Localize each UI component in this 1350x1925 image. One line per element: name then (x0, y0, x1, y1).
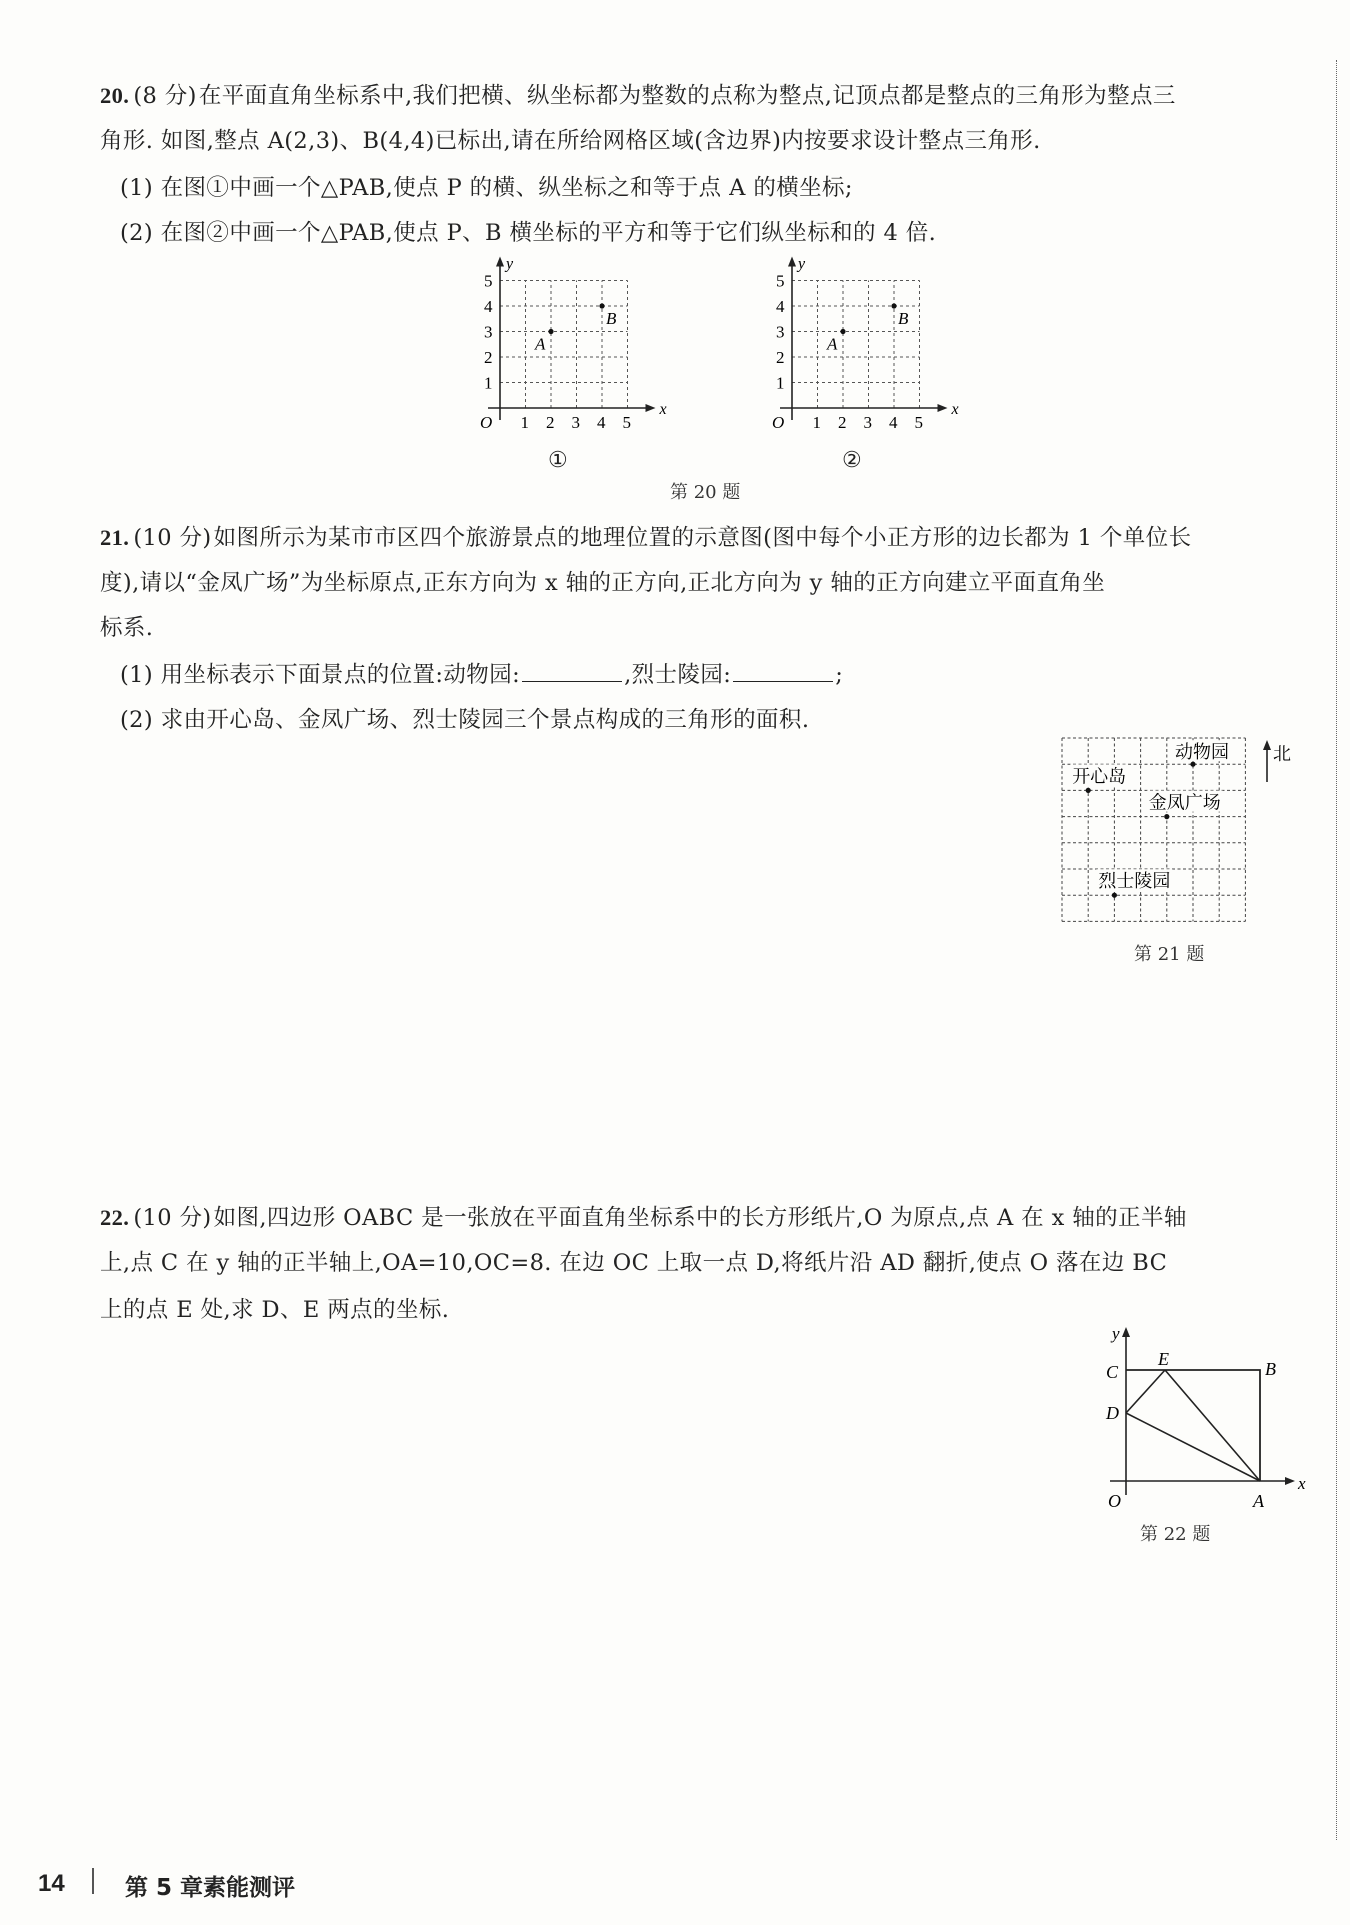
q21-line-2: 度),请以“金凤广场”为坐标原点,正东方向为 x 轴的正方向,正北方向为 y 轴的正方向建立平面直角坐 (100, 570, 1106, 596)
q20-grid-figure-1 (462, 255, 667, 448)
x-tick-label: 5 (914, 413, 923, 432)
plaza-point (1164, 814, 1169, 819)
rectangle-edges (1126, 1370, 1260, 1481)
q21-part-1: (1) 用坐标表示下面景点的位置:动物园: ,烈士陵园: ; (120, 662, 844, 688)
x-tick-label: 4 (597, 413, 606, 432)
q20-part-1: (1) 在图①中画一个△PAB,使点 P 的横、纵坐标之和等于点 A 的横坐标; (120, 175, 853, 201)
label-e: E (1158, 1349, 1169, 1369)
label-d: D (1106, 1403, 1119, 1423)
x-tick-label: 5 (622, 413, 631, 432)
north-label: 北 (1273, 744, 1291, 764)
y-axis-label: y (798, 255, 806, 273)
x-axis-label: x (951, 401, 959, 418)
figure-caption: 第 21 题 (1134, 944, 1205, 965)
point-b (599, 303, 604, 308)
x-tick-label: 1 (812, 413, 821, 432)
y-tick-label: 2 (776, 348, 785, 367)
question-text: 如图,四边形 OABC 是一张放在平面直角坐标系中的长方形纸片,O 为原点,点 A 在 x 轴的正半轴 (213, 1205, 1187, 1231)
y-axis-label: y (1112, 1324, 1120, 1343)
y-tick-label: 3 (776, 322, 785, 342)
label-c: C (1106, 1362, 1119, 1382)
segment-ea (1165, 1370, 1260, 1481)
plaza-label: 金凤广场 (1148, 792, 1221, 813)
y-tick-label: 5 (776, 271, 785, 291)
question-text: 在平面直角坐标系中,我们把横、纵坐标都为整数的点称为整点,记顶点都是整点的三角形为整点三 (198, 83, 1176, 109)
score: (8 分) (133, 83, 197, 109)
q22-line-2: 上,点 C 在 y 轴的正半轴上,OA=10,OC=8. 在边 OC 上取一点 D,将纸片沿 AD 翻折,使点 O 落在边 BC (100, 1250, 1168, 1276)
cut-line (1336, 60, 1337, 1840)
figure-1-label: ① (548, 448, 568, 473)
zoo-label: 动物园 (1175, 742, 1229, 763)
answer-blank-cemetery[interactable] (733, 661, 833, 682)
zoo-point (1190, 762, 1195, 767)
x-tick-label: 2 (838, 413, 847, 432)
point-a-label: A (827, 334, 838, 354)
x-axis-label: x (659, 401, 667, 418)
q21-map-figure (1060, 738, 1300, 938)
origin-label: O (772, 413, 785, 432)
q22-line-3: 上的点 E 处,求 D、E 两点的坐标. (100, 1297, 450, 1323)
question-number: 22. (100, 1205, 130, 1230)
y-axis-label: y (506, 255, 514, 273)
point-b-label: B (898, 309, 909, 328)
y-axis-arrow (788, 257, 796, 267)
answer-blank-zoo[interactable] (522, 661, 622, 682)
origin-label: O (480, 413, 493, 432)
y-tick-label: 1 (484, 373, 493, 393)
question-text: 如图所示为某市市区四个旅游景点的地理位置的示意图(图中每个小正方形的边长都为 1 个单位长 (213, 525, 1192, 551)
y-tick-label: 2 (484, 348, 493, 367)
point-b (891, 303, 896, 308)
x-tick-label: 4 (889, 413, 898, 432)
footer-divider (92, 1868, 94, 1894)
q21-line-1 (100, 520, 1191, 552)
point-a (840, 329, 845, 334)
page-number: 14 (38, 1870, 65, 1897)
x-axis-arrow (938, 404, 948, 412)
q21-line-3: 标系. (100, 615, 154, 641)
island-label: 开心岛 (1072, 766, 1127, 787)
question-number: 21. (100, 525, 130, 550)
label-o: O (1108, 1491, 1121, 1511)
x-axis-label: x (1298, 1474, 1306, 1493)
question-number: 20. (100, 83, 130, 108)
figure-caption: 第 22 题 (1140, 1524, 1211, 1545)
y-tick-label: 4 (776, 297, 785, 316)
segment-da (1126, 1413, 1260, 1481)
segment-de (1126, 1370, 1165, 1413)
x-tick-label: 2 (546, 413, 555, 432)
x-tick-label: 3 (571, 413, 580, 432)
figure-caption: 第 20 题 (670, 482, 741, 503)
q20-grid-figure-2 (754, 255, 959, 448)
y-tick-label: 5 (484, 271, 493, 291)
label-a: A (1253, 1491, 1264, 1511)
cemetery-point (1112, 893, 1117, 898)
island-point (1086, 788, 1091, 793)
y-tick-label: 4 (484, 297, 493, 316)
score: (10 分) (133, 1205, 212, 1231)
q21-part-2: (2) 求由开心岛、金凤广场、烈士陵园三个景点构成的三角形的面积. (120, 707, 810, 733)
y-axis-arrow (496, 257, 504, 267)
x-tick-label: 3 (863, 413, 872, 432)
label-b: B (1265, 1359, 1276, 1379)
x-axis-arrow (646, 404, 656, 412)
cemetery-label: 烈士陵园 (1098, 871, 1171, 892)
x-tick-label: 1 (520, 413, 529, 432)
y-tick-label: 3 (484, 322, 493, 342)
score: (10 分) (133, 525, 212, 551)
y-tick-label: 1 (776, 373, 785, 393)
point-a-label: A (535, 334, 546, 354)
figure-2-label: ② (842, 448, 862, 473)
q20-part-2: (2) 在图②中画一个△PAB,使点 P、B 横坐标的平方和等于它们纵坐标和的 4 倍. (120, 220, 937, 246)
q20-line-1 (100, 78, 1176, 110)
q22-rectangle-figure (1090, 1325, 1310, 1515)
point-a (548, 329, 553, 334)
point-b-label: B (606, 309, 617, 328)
q22-line-1 (100, 1200, 1187, 1232)
chapter-title: 第 5 章素能测评 (125, 1875, 296, 1901)
q20-line-2: 角形. 如图,整点 A(2,3)、B(4,4)已标出,请在所给网格区域(含边界)内按要求设计整点三角形. (100, 128, 1041, 154)
